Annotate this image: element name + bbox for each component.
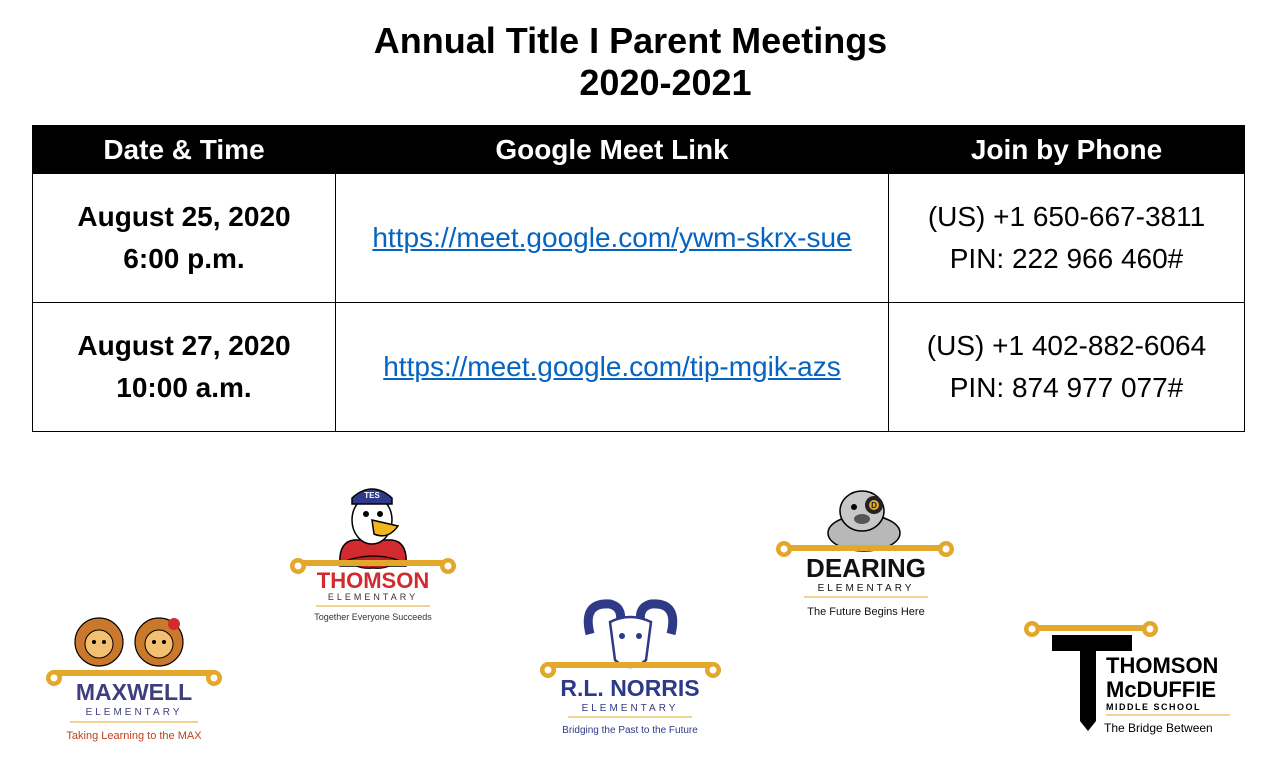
svg-text:ELEMENTARY: ELEMENTARY — [327, 592, 419, 602]
maxwell-elementary-logo — [44, 612, 224, 747]
meet-link[interactable]: https://meet.google.com/ywm-skrx-sue — [372, 222, 852, 253]
svg-text:ELEMENTARY: ELEMENTARY — [817, 583, 915, 594]
meet-link[interactable]: https://meet.google.com/tip-mgik-azs — [383, 351, 841, 382]
meeting-table — [32, 125, 1245, 432]
phone-cell — [889, 303, 1245, 432]
phone-number: (US) +1 650-667-3811 — [927, 201, 1206, 232]
title-line-2: 2020-2021 — [579, 62, 752, 103]
svg-text:Together Everyone Succeeds: Together Everyone Succeeds — [314, 612, 432, 622]
meeting-date: August 27, 2020 — [77, 330, 291, 361]
link-cell — [336, 303, 889, 432]
ram-mascot-icon — [588, 604, 673, 667]
gold-banner — [1024, 621, 1158, 637]
table-header-row — [33, 126, 1245, 174]
svg-text:Taking Learning to the MAX: Taking Learning to the MAX — [66, 730, 202, 742]
link-cell — [336, 174, 889, 303]
phone-number: (US) +1 402-882-6064 — [926, 330, 1207, 361]
svg-text:THOMSON: THOMSON — [316, 568, 430, 593]
lion-mascots-icon — [75, 618, 183, 666]
meeting-time: 10:00 a.m. — [116, 372, 252, 403]
table-row — [33, 303, 1245, 432]
svg-text:R.L. NORRIS: R.L. NORRIS — [560, 675, 700, 701]
svg-text:ELEMENTARY: ELEMENTARY — [85, 707, 183, 718]
table-row — [33, 174, 1245, 303]
svg-text:MAXWELL: MAXWELL — [75, 679, 193, 705]
phone-pin: PIN: 222 966 460# — [949, 243, 1184, 274]
eagle-mascot-icon — [340, 489, 406, 568]
title-line-1: Annual Title I Parent Meetings — [373, 20, 888, 61]
svg-text:THOMSON: THOMSON — [1106, 653, 1219, 678]
svg-text:D: D — [871, 501, 877, 510]
rl-norris-elementary-logo — [538, 598, 723, 740]
dearing-elementary-logo — [774, 485, 959, 625]
svg-text:DEARING: DEARING — [806, 553, 926, 583]
phone-pin: PIN: 874 977 077# — [949, 372, 1184, 403]
thomson-mcduffie-logo — [1020, 617, 1235, 742]
svg-text:TES: TES — [364, 491, 380, 500]
svg-text:The Bridge Between: The Bridge Between — [1104, 721, 1213, 735]
meeting-date: August 25, 2020 — [77, 201, 291, 232]
bulldog-mascot-icon — [828, 491, 900, 551]
svg-text:McDUFFIE: McDUFFIE — [1106, 677, 1216, 702]
meeting-time: 6:00 p.m. — [123, 243, 245, 274]
date-time-cell — [33, 303, 336, 432]
page-title — [0, 20, 1261, 104]
header-date-time: Date & Time — [33, 126, 336, 174]
svg-text:Bridging the Past to the Futur: Bridging the Past to the Future — [562, 725, 698, 736]
header-join-by-phone: Join by Phone — [889, 126, 1245, 174]
thomson-elementary-logo — [288, 482, 458, 627]
svg-text:ELEMENTARY: ELEMENTARY — [581, 703, 679, 714]
phone-cell — [889, 174, 1245, 303]
date-time-cell — [33, 174, 336, 303]
svg-text:MIDDLE SCHOOL: MIDDLE SCHOOL — [1106, 702, 1201, 712]
svg-text:The Future Begins Here: The Future Begins Here — [807, 606, 925, 618]
header-google-meet-link: Google Meet Link — [336, 126, 889, 174]
